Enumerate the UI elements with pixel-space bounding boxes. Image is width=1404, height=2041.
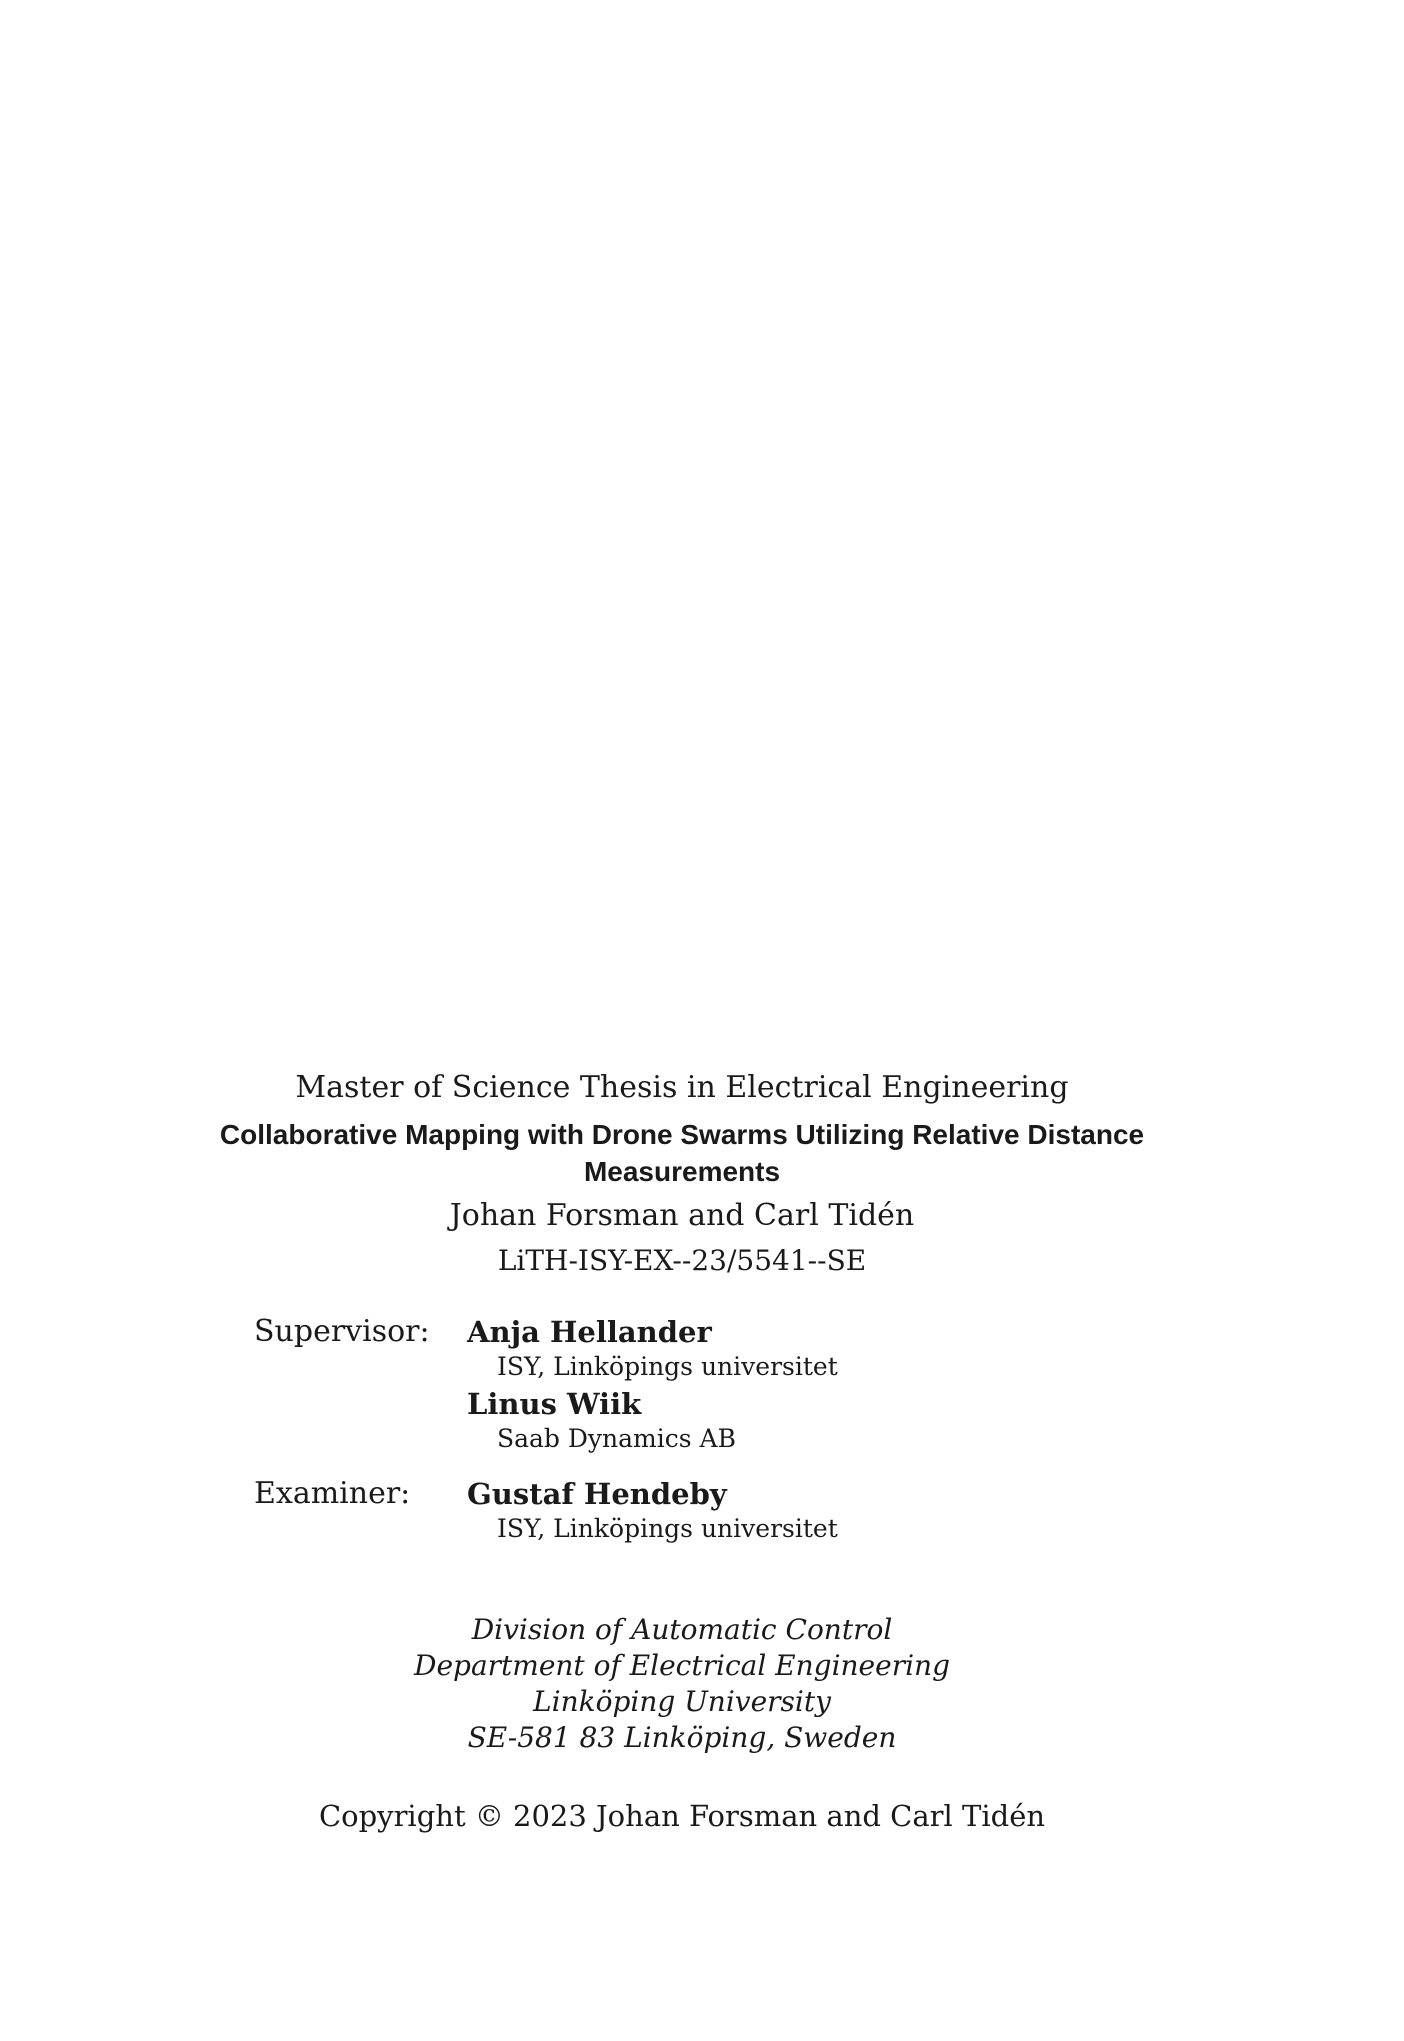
- supervisor-name: Linus Wiik: [467, 1387, 642, 1421]
- authors: Johan Forsman and Carl Tidén: [449, 1198, 915, 1233]
- department-address: [0, 1612, 1364, 1756]
- examiner-name: Gustaf Hendeby: [467, 1477, 727, 1511]
- department-line: Department of Electrical Engineering: [414, 1649, 950, 1682]
- division-line: Division of Automatic Control: [471, 1613, 893, 1646]
- examiner-affiliation: ISY, Linköpings universitet: [497, 1514, 838, 1543]
- report-id: LiTH-ISY-EX--23/5541--SE: [497, 1244, 867, 1277]
- degree-line: Master of Science Thesis in Electrical Engineering: [295, 1070, 1069, 1105]
- supervisor-affiliation: Saab Dynamics AB: [497, 1424, 736, 1453]
- examiner-label: Examiner:: [254, 1476, 411, 1511]
- university-line: Linköping University: [533, 1685, 831, 1718]
- supervisor-label: Supervisor:: [254, 1314, 430, 1349]
- copyright-notice: Copyright © 2023 Johan Forsman and Carl Tidén: [318, 1799, 1046, 1833]
- postal-address-line: SE-581 83 Linköping, Sweden: [467, 1721, 897, 1754]
- supervisor-affiliation: ISY, Linköpings universitet: [497, 1352, 838, 1381]
- supervisor-name: Anja Hellander: [467, 1315, 712, 1349]
- thesis-title: Collaborative Mapping with Drone Swarms Utilizing Relative Distance Measurements: [219, 1119, 1145, 1187]
